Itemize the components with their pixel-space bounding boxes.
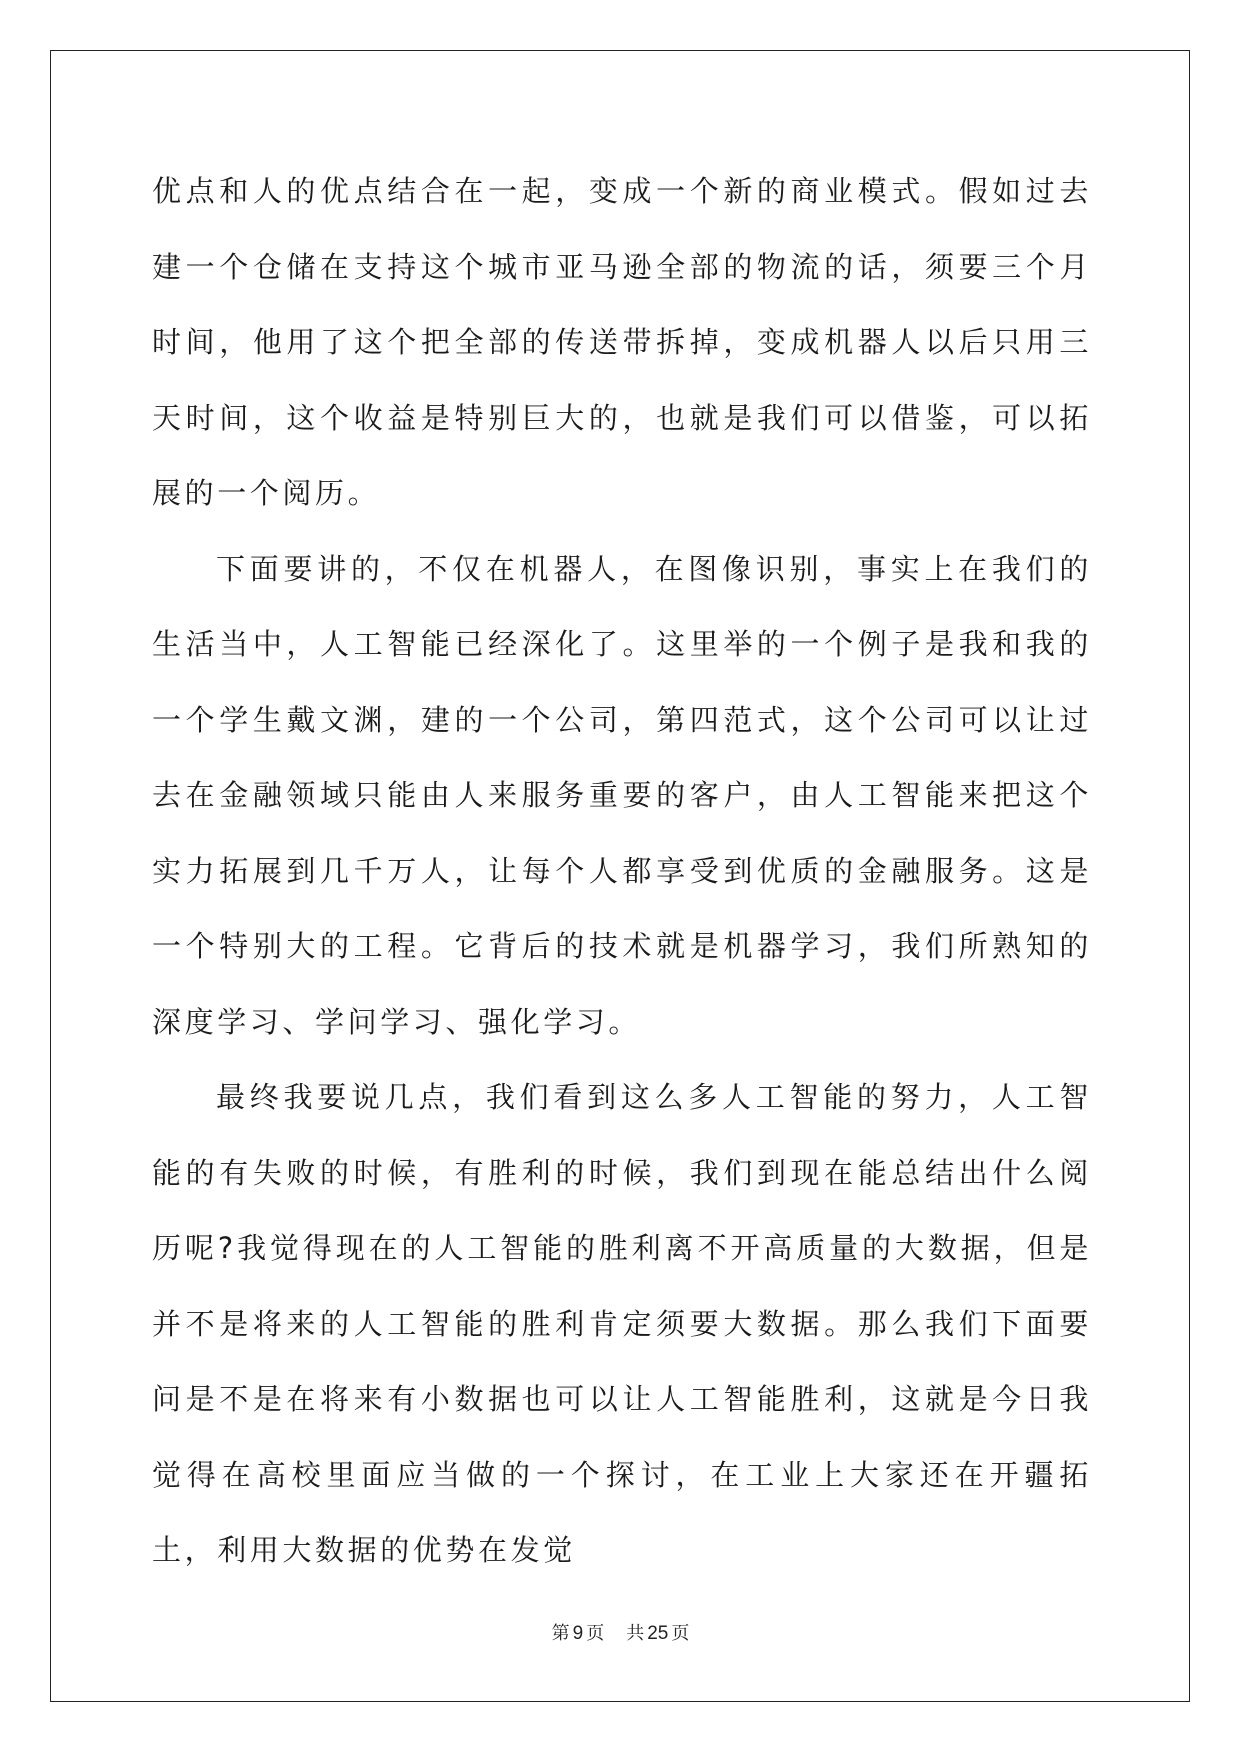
page-footer bbox=[0, 1619, 1241, 1645]
document-body bbox=[152, 154, 1092, 1589]
paragraph-1: 优点和人的优点结合在一起，变成一个新的商业模式。假如过去建一个仓储在支持这个城市亚马逊全部的物流的话，须要三个月时间，他用了这个把全部的传送带拆掉，变成机器人以后只用三天时间，这个收益是特别巨大的，也就是我们可以借鉴，可以拓展的一个阅历。 bbox=[152, 174, 1092, 510]
paragraph-3: 最终我要说几点，我们看到这么多人工智能的努力，人工智能的有失败的时候，有胜利的时候，我们到现在能总结出什么阅历呢?我觉得现在的人工智能的胜利离不开高质量的大数据，但是并不是将来的人工智能的胜利肯定须要大数据。那么我们下面要问是不是在将来有小数据也可以让人工智能胜利，这就是今日我觉得在高校里面应当做的一个探讨，在工业上大家还在开疆拓土，利用大数据的优势在发觉 bbox=[152, 1080, 1092, 1567]
paragraph-2: 下面要讲的，不仅在机器人，在图像识别，事实上在我们的生活当中，人工智能已经深化了。这里举的一个例子是我和我的一个学生戴文渊，建的一个公司，第四范式，这个公司可以让过去在金融领域只能由人来服务重要的客户，由人工智能来把这个实力拓展到几千万人，让每个人都享受到优质的金融服务。这是一个特别大的工程。它背后的技术就是机器学习，我们所熟知的深度学习、学问学习、强化学习。 bbox=[152, 551, 1092, 1039]
page-prefix: 第 bbox=[551, 1623, 570, 1644]
page-suffix: 页 bbox=[586, 1623, 605, 1644]
total-pages: 25 bbox=[647, 1623, 669, 1644]
total-suffix: 页 bbox=[671, 1623, 690, 1644]
page-number: 9 bbox=[572, 1623, 584, 1644]
total-prefix: 共 bbox=[626, 1623, 645, 1644]
